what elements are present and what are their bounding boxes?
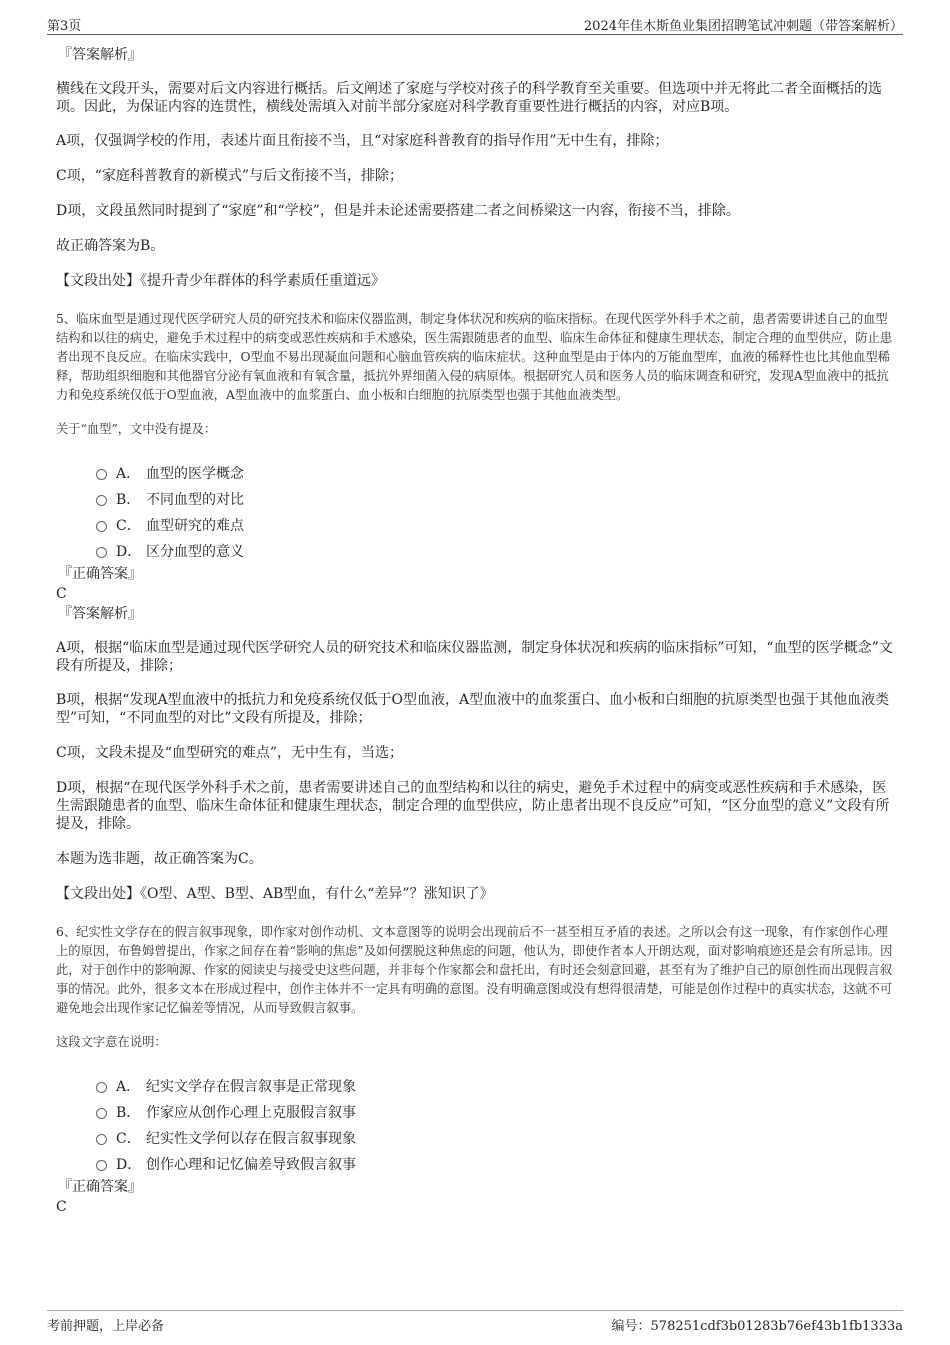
answer-label: 『正确答案』 — [58, 566, 142, 582]
analysis-paragraph: C项，“家庭科普教育的新模式”与后文衔接不当，排除； — [56, 168, 404, 184]
page-number: 第3页 — [47, 19, 82, 34]
option-d[interactable]: D． 区分血型的意义 — [56, 539, 896, 565]
question-passage: 6、纪实性文学存在的假言叙事现象，即作家对创作动机、文本意图等的说明会出现前后不一甚至相互矛盾的表述。之所以会有这一现象，有作家创作心理上的原因，布鲁姆曾提出，作家之间存在着“影响的焦虑”及如何摆脱这种焦虑的问题，他认为，即使作者本人开朗达观，面对影响痕迹还是会有所忌讳。因此，对于创作中的影响源、作家的阅读史与接受史这些问题，并非每个作家都会和盘托出，有时还会刻意回避，甚至有为了维护自己的原创性而出现假言叙事的情况。此外，很多文本在形成过程中，创作主体并不一定具有明确的意图。没有明确意图或没有想得很清楚，可能是创作过程中的真实状态，这就不可避免地会出现作家记忆偏差等情况，从而导致假言叙事。 — [56, 925, 893, 1015]
radio-icon[interactable] — [96, 1082, 107, 1093]
analysis-label: 『答案解析』 — [58, 606, 142, 622]
option-c[interactable]: C． 血型研究的难点 — [56, 513, 896, 539]
answer-label: 『正确答案』 — [58, 1179, 142, 1195]
option-c[interactable]: C． 纪实性文学何以存在假言叙事现象 — [56, 1126, 896, 1152]
answer-value: C — [56, 1199, 67, 1215]
source-citation: 【文段出处】《O型、A型、B型、AB型血，有什么“差异”？涨知识了》 — [56, 886, 494, 902]
analysis-conclusion: 故正确答案为B。 — [56, 238, 165, 254]
option-a[interactable]: A． 血型的医学概念 — [56, 461, 896, 487]
source-citation: 【文段出处】《提升青少年群体的科学素质任重道远》 — [56, 273, 385, 289]
analysis-conclusion: 本题为选非题，故正确答案为C。 — [56, 851, 263, 867]
answer-value: C — [56, 586, 67, 602]
radio-icon[interactable] — [96, 495, 107, 506]
page-header — [47, 14, 903, 35]
option-d[interactable]: D． 创作心理和记忆偏差导致假言叙事 — [56, 1152, 896, 1178]
page-footer — [47, 1310, 903, 1341]
document-title: 2024年佳木斯鱼业集团招聘笔试冲刺题（带答案解析） — [583, 19, 903, 34]
analysis-paragraph: D项，文段虽然同时提到了“家庭”和“学校”，但是并未论述需要搭建二者之间桥梁这一内容，衔接不当，排除。 — [56, 203, 740, 219]
analysis-paragraph: C项，文段未提及“血型研究的难点”，无中生有，当选； — [56, 745, 404, 761]
options-list — [56, 1074, 896, 1178]
radio-icon[interactable] — [96, 547, 107, 558]
question-prompt: 这段文字意在说明： — [56, 1035, 167, 1049]
footer-slogan: 考前押题，上岸必备 — [47, 1319, 165, 1334]
analysis-paragraph: B项，根据“发现A型血液中的抵抗力和免疫系统仅低于O型血液，A型血液中的血浆蛋白、血小板和白细胞的抗原类型也强于其他血液类型”可知，“不同血型的对比”文段有所提及，排除； — [56, 692, 890, 726]
analysis-paragraph: A项，根据“临床血型是通过现代医学研究人员的研究技术和临床仪器监测，制定身体状况和疾病的临床指标”可知，“血型的医学概念”文段有所提及，排除； — [56, 640, 893, 674]
analysis-paragraph: A项，仅强调学校的作用，表述片面且衔接不当，且“对家庭科普教育的指导作用”无中生有，排除； — [56, 133, 669, 149]
option-b[interactable]: B． 作家应从创作心理上克服假言叙事 — [56, 1100, 896, 1126]
analysis-paragraph: 横线在文段开头，需要对后文内容进行概括。后文阐述了家庭与学校对孩子的科学教育至关重要。但选项中并无将此二者全面概括的选项。因此，为保证内容的连贯性，横线处需填入对前半部分家庭对科学教育重要性进行概括的内容，对应B项。 — [56, 81, 882, 115]
question-prompt: 关于“血型”，文中没有提及： — [56, 422, 217, 436]
question-passage: 5、临床血型是通过现代医学研究人员的研究技术和临床仪器监测，制定身体状况和疾病的临床指标。在现代医学外科手术之前，患者需要讲述自己的血型结构和以往的病史，避免手术过程中的病变或恶性疾病和手术感染，医生需跟随患者的血型、临床生命体征和健康生理状态，制定合理的血型供应，防止患者出现不良反应。在临床实践中，O型血不易出现凝血问题和心脑血管疾病的临床症状。这种血型是由于体内的万能血型库，血液的稀释性也比其他血型稀释，帮助组织细胞和其他器官分泌有氧血液和有氧含量，抵抗外界细菌入侵的病原体。根据研究人员和医务人员的临床调查和研究，发现A型血液中的抵抗力和免疫系统仅低于O型血液，A型血液中的血浆蛋白、血小板和白细胞的抗原类型也强于其他血液类型。 — [56, 312, 893, 402]
options-list — [56, 461, 896, 565]
radio-icon[interactable] — [96, 1160, 107, 1171]
radio-icon[interactable] — [96, 521, 107, 532]
analysis-paragraph: D项，根据“在现代医学外科手术之前，患者需要讲述自己的血型结构和以往的病史，避免手术过程中的病变或恶性疾病和手术感染，医生需跟随患者的血型、临床生命体征和健康生理状态，制定合理的血型供应，防止患者出现不良反应”可知，“区分血型的意义”文段有所提及，排除。 — [56, 780, 890, 832]
option-b[interactable]: B． 不同血型的对比 — [56, 487, 896, 513]
radio-icon[interactable] — [96, 469, 107, 480]
document-id: 编号：578251cdf3b01283b76ef43b1fb1333a — [611, 1319, 903, 1334]
option-a[interactable]: A． 纪实文学存在假言叙事是正常现象 — [56, 1074, 896, 1100]
analysis-label: 『答案解析』 — [58, 47, 142, 63]
radio-icon[interactable] — [96, 1134, 107, 1145]
radio-icon[interactable] — [96, 1108, 107, 1119]
document-body — [56, 46, 896, 1216]
